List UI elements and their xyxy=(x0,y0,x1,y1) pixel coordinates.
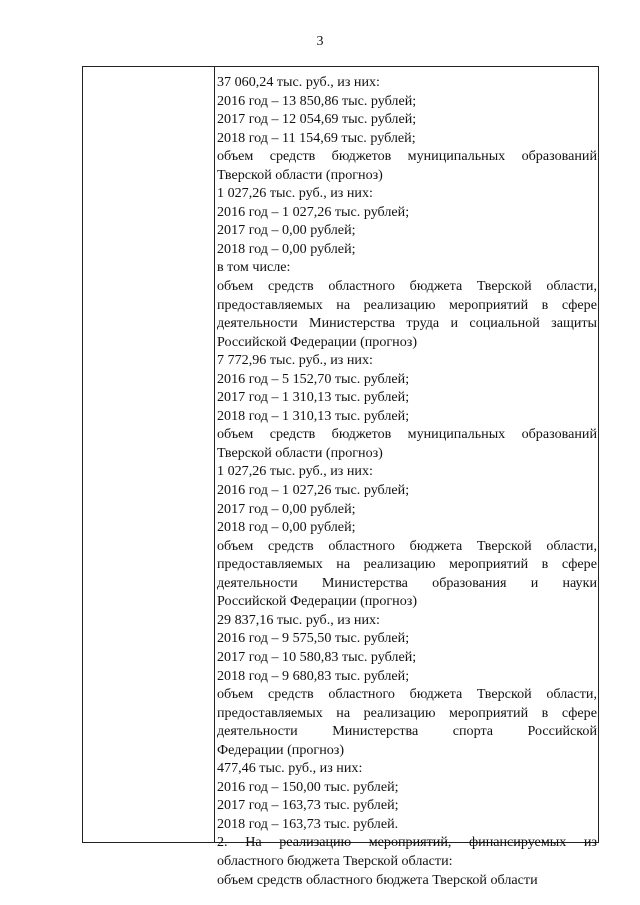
text-line: 2016 год – 9 575,50 тыс. рублей; xyxy=(217,630,410,647)
text-line: деятельности Министерства образования и науки xyxy=(217,574,597,591)
text-line: предоставляемых на реализацию мероприятий в сфере xyxy=(217,296,597,313)
text-line: 2016 год – 1 027,26 тыс. рублей; xyxy=(217,203,410,220)
text-line: 2017 год – 163,73 тыс. рублей; xyxy=(217,797,399,814)
text-line: 2018 год – 11 154,69 тыс. рублей; xyxy=(217,129,416,146)
text-line: Российской Федерации (прогноз) xyxy=(217,593,418,610)
text-line: 2016 год – 13 850,86 тыс. рублей; xyxy=(217,92,417,109)
text-line: 29 837,16 тыс. руб., из них: xyxy=(217,611,380,628)
text-line: 2017 год – 0,00 рублей; xyxy=(217,222,356,239)
text-line: предоставляемых на реализацию мероприятий в сфере xyxy=(217,556,597,573)
text-line: деятельности Министерства спорта Российской xyxy=(217,723,597,740)
column-divider xyxy=(214,67,215,842)
text-line: 2018 год – 163,73 тыс. рублей. xyxy=(217,815,399,832)
text-line: 2018 год – 1 310,13 тыс. рублей; xyxy=(217,407,410,424)
text-line: 2017 год – 10 580,83 тыс. рублей; xyxy=(217,648,417,665)
text-line: Федерации (прогноз) xyxy=(217,741,345,758)
text-line: 2017 год – 0,00 рублей; xyxy=(217,500,356,517)
text-line: Российской Федерации (прогноз) xyxy=(217,333,418,350)
text-line: 2017 год – 12 054,69 тыс. рублей; xyxy=(217,111,417,128)
financing-details-cell xyxy=(217,73,597,889)
text-line: 2. На реализацию мероприятий, финансируемых из xyxy=(217,834,597,851)
text-line: 2016 год – 1 027,26 тыс. рублей; xyxy=(217,482,410,499)
text-line: объем средств бюджетов муниципальных образований xyxy=(217,426,597,443)
text-line: областного бюджета Тверской области: xyxy=(217,852,453,869)
text-line: 2018 год – 9 680,83 тыс. рублей; xyxy=(217,667,410,684)
text-line: 2018 год – 0,00 рублей; xyxy=(217,240,356,257)
text-line: 2016 год – 5 152,70 тыс. рублей; xyxy=(217,370,410,387)
text-line: предоставляемых на реализацию мероприятий в сфере xyxy=(217,704,597,721)
financing-table xyxy=(82,66,599,888)
text-line: объем средств областного бюджета Тверской области, xyxy=(217,686,597,703)
text-line: 2018 год – 0,00 рублей; xyxy=(217,519,356,536)
text-line: в том числе: xyxy=(217,259,291,276)
text-line: 2016 год – 150,00 тыс. рублей; xyxy=(217,778,399,795)
text-line: объем средств бюджетов муниципальных образований xyxy=(217,148,597,165)
text-line: объем средств областного бюджета Тверской области xyxy=(217,871,538,888)
text-line: 1 027,26 тыс. руб., из них: xyxy=(217,463,373,480)
text-line: Тверской области (прогноз) xyxy=(217,166,383,183)
text-line: объем средств областного бюджета Тверской области, xyxy=(217,537,597,554)
text-line: Тверской области (прогноз) xyxy=(217,444,383,461)
page-number: 3 xyxy=(316,34,324,49)
text-line: 477,46 тыс. руб., из них: xyxy=(217,760,363,777)
text-line: 7 772,96 тыс. руб., из них: xyxy=(217,352,373,369)
text-line: 37 060,24 тыс. руб., из них: xyxy=(217,74,380,90)
text-line: деятельности Министерства труда и социальной защиты xyxy=(217,315,597,332)
text-line: объем средств областного бюджета Тверской области, xyxy=(217,278,597,295)
text-line: 1 027,26 тыс. руб., из них: xyxy=(217,185,373,202)
text-line: 2017 год – 1 310,13 тыс. рублей; xyxy=(217,389,410,406)
